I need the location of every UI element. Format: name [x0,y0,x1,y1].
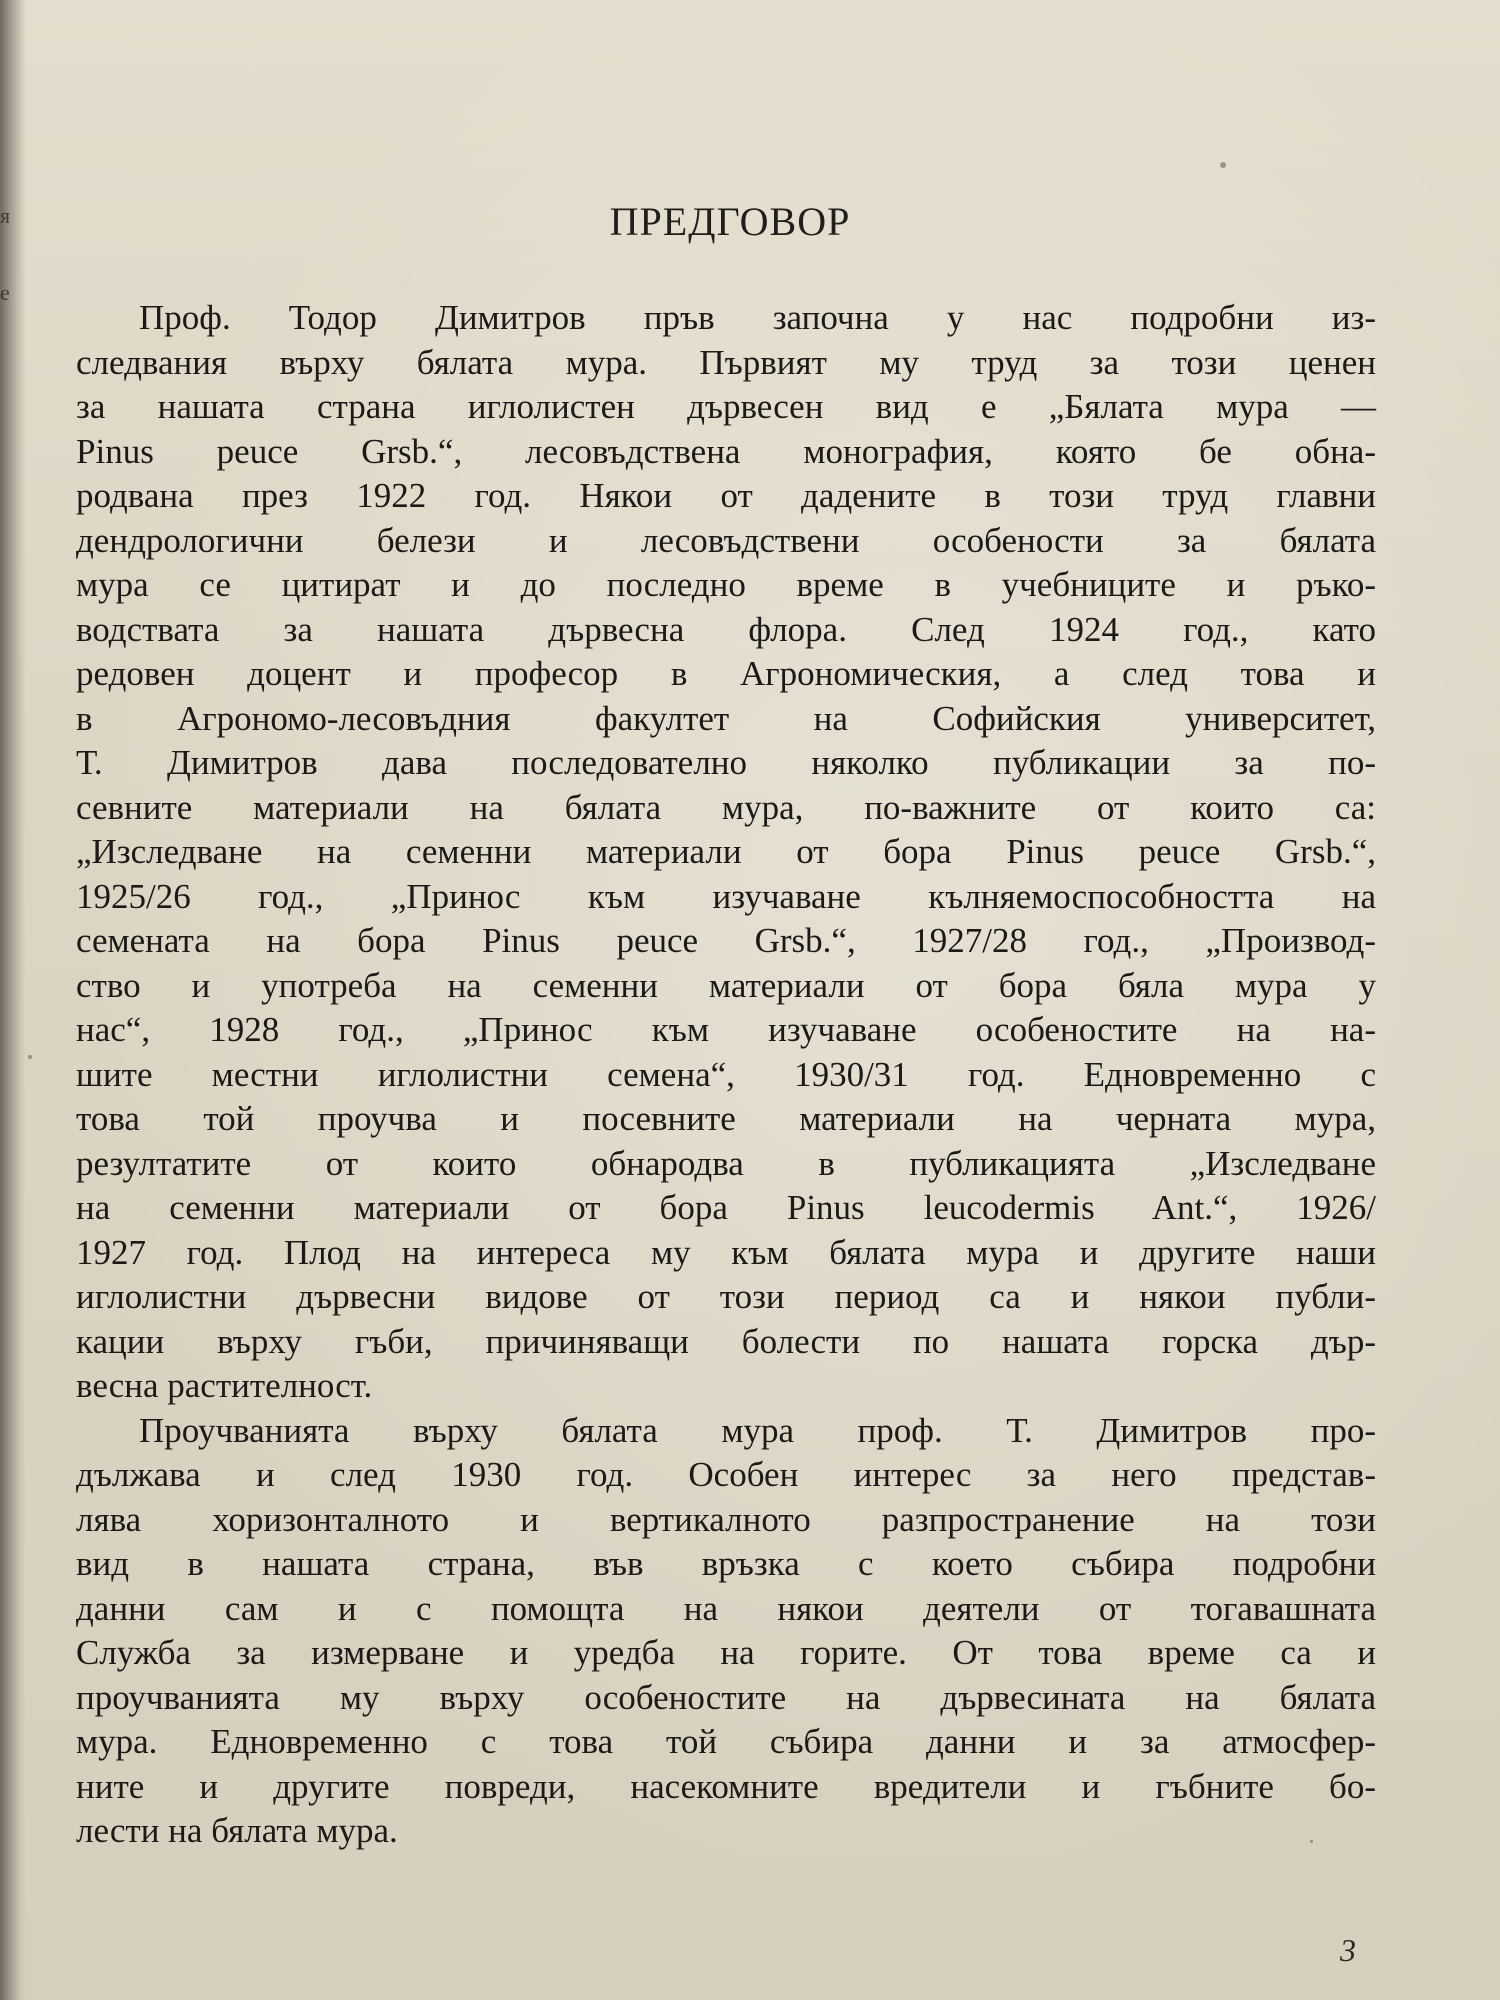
text-line: Проучванията върху бялата мура проф. Т. Димитров про- [139,1410,1376,1450]
text-line: 1925/26 год., „Принос към изучаване кълняемоспособността на [76,876,1376,916]
gutter-fragment: я [0,203,11,228]
text-line: семената на бора Pinus peuce Grsb.“, 1927/28 год., „Производ- [76,921,1376,960]
body-text [76,296,1376,1854]
text-line: Т. Димитров дава последователно няколко публикации за по- [76,743,1376,782]
paper-speck [28,1055,32,1059]
text-line: Служба за измерване и уредба на горите. От това време са и [76,1633,1376,1672]
text-line: следвания върху бялата мура. Първият му труд за този ценен [76,342,1376,382]
page-title: ПРЕДГОВОР [609,199,851,244]
text-line: в Агрономо-лесовъдния факултет на Софийския университет, [76,698,1376,738]
text-line: шите местни иглолистни семена“, 1930/31 год. Едновременно с [76,1054,1376,1094]
paragraph [76,296,1376,1409]
paper-speck [1220,162,1226,168]
text-line: Pinus peuce Grsb.“, лесовъдствена монография, която бе обна- [76,431,1376,471]
text-line: резултатите от които обнародва в публикацията „Изследване [76,1143,1376,1183]
text-line: ство и употреба на семенни материали от бора бяла мура у [76,965,1376,1005]
text-line: редовен доцент и професор в Агрономическия, а след това и [76,654,1376,693]
text-line: това той проучва и посевните материали на черната мура, [76,1099,1376,1138]
text-line: нас“, 1928 год., „Принос към изучаване особеностите на на- [76,1010,1376,1049]
text-line: весна растителност. [76,1366,373,1405]
text-line: лести на бялата мура. [76,1811,398,1850]
text-line: ните и другите повреди, насекомните вредители и гъбните бо- [76,1766,1376,1806]
paragraph [76,1409,1376,1854]
text-line: вид в нашата страна, във връзка с което събира подробни [76,1544,1376,1583]
text-line: проучванията му върху особеностите на дървесината на бялата [76,1677,1376,1717]
text-line: дендрологични белези и лесовъдствени особености за бялата [76,520,1376,560]
page-gutter-shadow [0,0,26,2000]
text-line: родвана през 1922 год. Някои от дадените в този труд главни [76,476,1376,515]
text-line: мура се цитират и до последно време в учебниците и ръко- [76,565,1376,604]
text-line: Проф. Тодор Димитров пръв започна у нас подробни из- [139,298,1376,337]
text-line: 1927 год. Плод на интереса му към бялата мура и другите наши [76,1232,1376,1272]
text-line: „Изследване на семенни материали от бора Pinus peuce Grsb.“, [76,832,1376,871]
gutter-fragment: е [0,280,10,305]
text-line: лява хоризонталното и вертикалното разпространение на този [76,1499,1376,1539]
paper-speck [1310,1840,1313,1843]
page-number: 3 [1340,1932,1356,1968]
text-line: кации върху гъби, причиняващи болести по нашата горска дър- [76,1321,1376,1361]
text-line: севните материали на бялата мура, по-важните от които са: [76,787,1376,827]
text-line: на семенни материали от бора Pinus leucodermis Ant.“, 1926/ [76,1188,1376,1227]
text-line: водствата за нашата дървесна флора. След 1924 год., като [76,609,1376,649]
text-line: дължава и след 1930 год. Особен интерес за него представ- [76,1455,1376,1494]
text-line: за нашата страна иглолистен дървесен вид е „Бялата мура — [76,387,1376,426]
text-line: иглолистни дървесни видове от този период са и някои публи- [76,1277,1376,1316]
text-line: мура. Едновременно с това той събира данни и за атмосфер- [76,1722,1376,1761]
text-line: данни сам и с помощта на някои деятели от тогавашната [76,1588,1376,1628]
